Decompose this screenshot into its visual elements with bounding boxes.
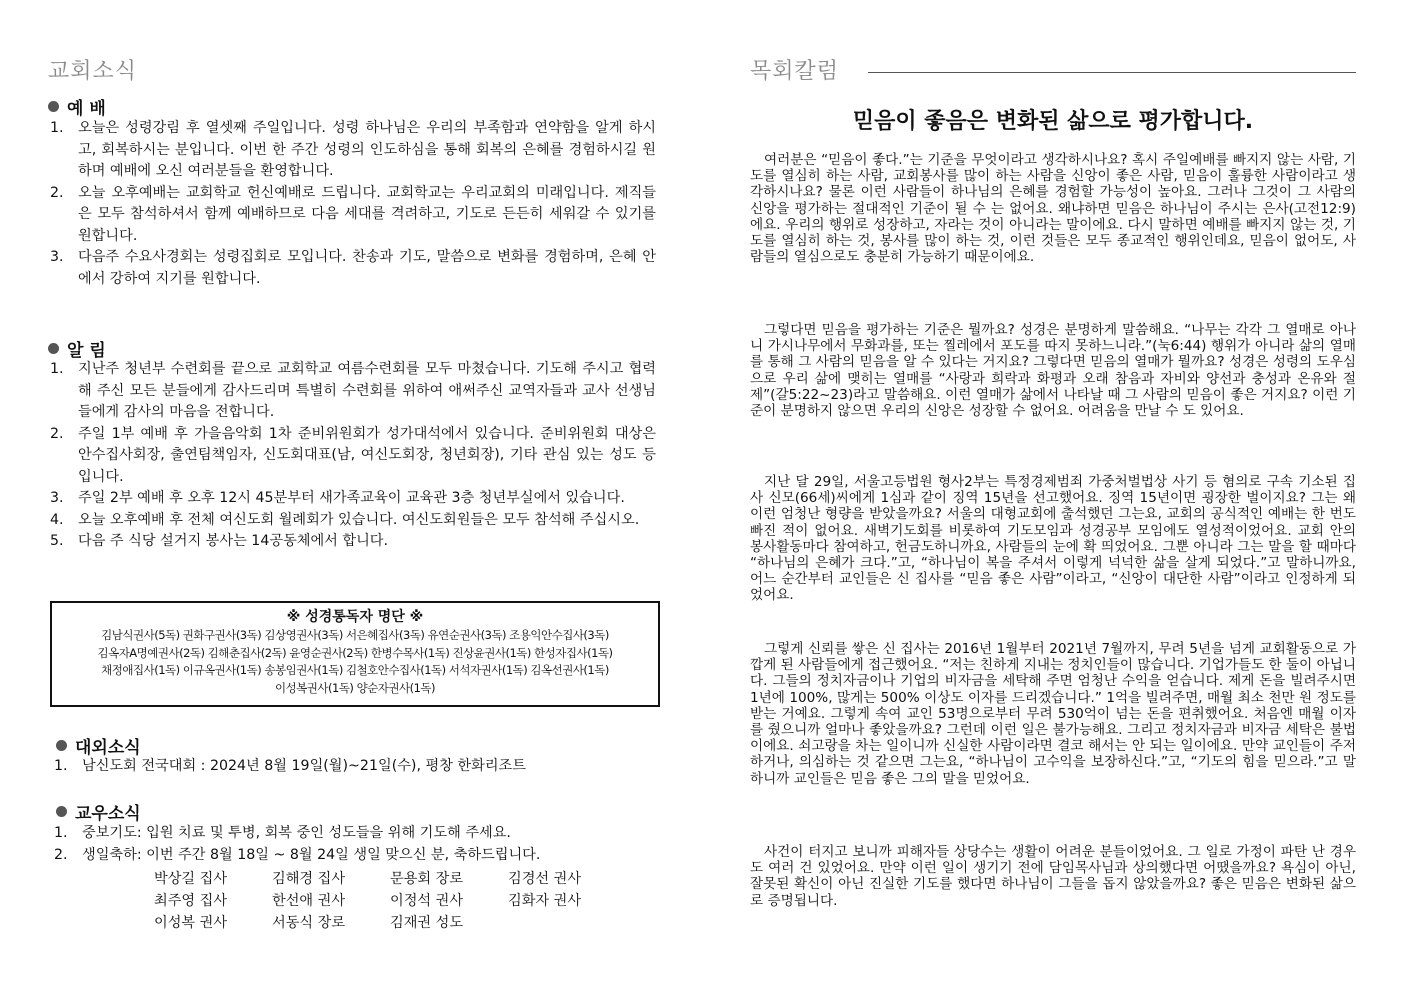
list-item: 4. 오늘 오후예배 후 전체 여신도회 월례회가 있습니다. 여신도회원들은 모두 참석해 주십시오. (50, 511, 640, 528)
birthday-name: 이성복 권사 (154, 915, 228, 931)
members-heading-text: 교우소식 (75, 804, 141, 824)
external-heading (56, 733, 141, 758)
paragraph: 그렇다면 믿음을 평가하는 기준은 뭘까요? 성경은 분명하게 말씀해요. “나무는 각각 그 열매로 아나니 가시나무에서 무화과를, 또는 찔레에서 포도를 따지 못하느니라.”(눅6:44) 행위가 아니라 삶의 열매를 통해 그 사람의 믿음을 알 수 있다는 거지요? 그렇다면 믿음의 열매가 뭘까요? 성경은 성령의 도우심으로 우리 삶에 맺히는 열매를 “사랑과 희락과 화평과 오래 참음과 자비와 양선과 충성과 온유와 절제”(갈5:22~23)라고 말씀해요. 이런 열매가 삶에서 나타날 때 그 사람의 믿음이 좋은 거지요? 이런 기준이 분명하지 않으면 우리의 신앙은 성장할 수 없어요. 어려움을 만날 수 도 있어요. (750, 322, 1356, 420)
notices-heading-text: 알 림 (67, 341, 106, 361)
birthday-name: 서동식 장로 (272, 915, 346, 931)
readers-line: 이성복권사(1독) 양순자권사(1독) (274, 680, 436, 695)
readers-line: 김남식권사(5독) 권화구권사(3독) 김상영권사(3독) 서은혜집사(3독) 유연순권사(3독) 조용익안수집사(3독) (101, 628, 609, 642)
readers-line: 채정애집사(1독) 이규옥권사(1독) 송봉임권사(1독) 김철호안수집사(1독) 서석자권사(1독) 김옥선권사(1독) (101, 663, 609, 677)
list-item: 1. 중보기도: 입원 치료 및 투병, 회복 중인 성도들을 위해 기도해 주세요. (54, 825, 511, 841)
readers-names (52, 627, 658, 697)
section-title: 교회소식 (48, 59, 138, 84)
paragraph: 그렇게 신뢰를 쌓은 신 집사는 2016년 1월부터 2021년 7월까지, 무려 5년을 넘게 교회활동으로 가깝게 된 사람들에게 접근했어요. “저는 친하게 지내는 정치인들이 많습니다. 기업가들도 한 둘이 아닙니다. 그들의 정치자금이나 기업의 비자금을 세탁해 주면 엄청난 수익을 얻습니다. 제게 돈을 빌려주시면 1년에 100%, 많게는 500% 이상도 이자를 드리겠습니다.” 1억을 빌려주면, 매월 최소 천만 원 정도를 받는 거예요. 그렇게 속여 교인 53명으로부터 무려 530억이 넘는 돈을 편취했어요. 처음엔 매월 이자를 줬으니까 얼마나 좋았을까요? 그런데 이런 일은 불가능해요. 그리고 정치자금과 비자금 세탁은 불법이에요. 쇠고랑을 차는 일이니까 신실한 사람이라면 결코 해서는 안 되는 일이에요. 만약 교인들이 주저하거나, 의심하는 것 같으면 그는요, “하나님이 고수익을 보장하신다.”고, “기도의 힘을 믿으라.”고 말하니까 교인들은 믿음 좋은 그의 말을 믿었어요. (750, 641, 1356, 787)
bullet-icon (48, 101, 59, 112)
bible-readers-box (50, 601, 660, 707)
birthday-name: 김경선 권사 (508, 871, 582, 887)
birthday-name: 이정석 권사 (390, 893, 464, 909)
paragraph: 여러분은 “믿음이 좋다.”는 기준을 무엇이라고 생각하시나요? 혹시 주일예배를 빠지지 않는 사람, 기도를 열심히 하는 사람, 교회봉사를 많이 하는 사람을 신앙이 좋은 사람, 믿음이 훌륭한 사람이라고 생각하시나요? 물론 이런 사람들이 하나님의 은혜를 경험할 가능성이 높아요. 그러나 그것이 그 사람의 신앙을 평가하는 절대적인 기준이 될 수 는 없어요. 왜냐하면 믿음은 하나님이 주시는 은사(고전12:9)에요. 우리의 행위로 성장하고, 자라는 것이 아니라는 말이에요. 다시 말하면 예배를 빠지지 않는 것, 기도를 열심히 하는 것, 봉사를 많이 하는 것, 이런 것들은 모두 종교적인 행위인데요, 믿음이 없어도, 사람들의 열심으로도 충분히 가능하기 때문이에요. (750, 152, 1356, 266)
birthday-row (154, 868, 626, 888)
birthday-name: 최주영 집사 (154, 893, 228, 909)
column-title: 믿음이 좋음은 변화된 삶으로 평가합니다. (852, 109, 1254, 134)
bullet-icon (56, 740, 67, 751)
list-item: 2. 생일축하: 이번 주간 8월 18일 ~ 8월 24일 생일 맞으신 분, 축하드립니다. (54, 846, 541, 863)
worship-heading (48, 94, 106, 119)
bullet-icon (56, 806, 67, 817)
list-item: 1. 남신도회 전국대회 : 2024년 8월 19일(월)~21일(수), 평창 한화리조트 (54, 758, 526, 774)
list-item: 3. 주일 2부 예배 후 오후 12시 45분부터 새가족교육이 교육관 3층 청년부실에서 있습니다. (50, 490, 625, 506)
birthday-name: 김재권 성도 (390, 915, 464, 931)
external-list (54, 756, 654, 778)
members-list (54, 823, 654, 866)
list-item: 2. 오늘 오후예배는 교회학교 헌신예배로 드립니다. 교회학교는 우리교회의 미래입니다. 제직들은 모두 참석하셔서 함께 예배하므로 다음 세대를 격려하고, 기도로 든든히 세워갈 수 있기를 원합니다. (50, 184, 656, 244)
birthday-row (154, 912, 508, 932)
list-item: 1. 오늘은 성령강림 후 열셋째 주일입니다. 성령 하나님은 우리의 부족함과 연약함을 알게 하시고, 회복하시는 분입니다. 이번 한 주간 성령의 인도하심을 통해 회복의 은혜를 경험하시길 원하며 예배에 오신 여러분들을 환영합니다. (50, 120, 656, 179)
birthday-name: 김해경 집사 (272, 871, 346, 887)
birthday-name: 김화자 권사 (508, 893, 582, 909)
birthday-name: 박상길 집사 (154, 871, 228, 887)
birthday-name: 한선애 권사 (272, 893, 346, 909)
bullet-icon (48, 343, 59, 354)
birthday-name: 문용회 장로 (390, 871, 464, 887)
section-title: 목회칼럼 (750, 59, 840, 84)
notices-heading (48, 336, 106, 361)
worship-list (50, 118, 656, 290)
readers-line: 김옥자A명예권사(2독) 김해춘집사(2독) 윤영순권사(2독) 한병수목사(1독) 진상윤권사(1독) 한성자집사(1독) (97, 645, 613, 660)
list-item: 1. 지난주 청년부 수련회를 끝으로 교회학교 여름수련회를 모두 마쳤습니다. 기도해 주시고 협력해 주신 모든 분들에게 감사드리며 특별히 수련회를 위하여 애써주신 교역자들과 교사 선생님들에게 감사의 마음을 전합니다. (50, 361, 656, 420)
list-item: 3. 다음주 수요사경회는 성령집회로 모입니다. 찬송과 기도, 말씀으로 변화를 경험하며, 은혜 안에서 강하여 지기를 원합니다. (50, 249, 656, 287)
notices-list (50, 359, 656, 553)
title-divider (868, 72, 1356, 73)
readers-box-title: ※ 성경통독자 명단 ※ (286, 609, 424, 625)
external-heading-text: 대외소식 (75, 738, 141, 758)
members-heading (56, 799, 141, 824)
list-item: 5. 다음 주 식당 설거지 봉사는 14공동체에서 합니다. (50, 533, 389, 549)
list-item: 2. 주일 1부 예배 후 가을음악회 1차 준비위원회가 성가대석에서 있습니다. 준비위원회 대상은 안수집사회장, 출연팀책임자, 신도회대표(남, 여신도회장, 청년회장), 기타 관심 있는 성도 등입니다. (50, 425, 656, 485)
birthday-row (154, 890, 626, 910)
paragraph: 사건이 터지고 보니까 피해자들 상당수는 생활이 어려운 분들이었어요. 그 일로 가정이 파탄 난 경우도 여러 건 있었어요. 만약 이런 일이 생기기 전에 담임목사님과 상의했다면 어땠을까요? 욕심이 아닌, 잘못된 확신이 아닌 진실한 기도를 했다면 하나님이 그들을 돕지 않았을까요? 좋은 믿음은 변화된 삶으로 증명됩니다. (750, 844, 1356, 909)
worship-heading-text: 예 배 (67, 99, 106, 119)
paragraph: 지난 달 29일, 서울고등법원 형사2부는 특정경제범죄 가중처벌법상 사기 등 혐의로 구속 기소된 집사 신모(66세)씨에게 1심과 같이 징역 15년을 선고했어요. 징역 15년이면 굉장한 벌이지요? 그는 왜 이런 엄청난 형량을 받았을까요? 서울의 대형교회에 출석했던 그는요, 교회의 공식적인 예배는 한 번도 빠진 적이 없어요. 새벽기도회를 비롯하여 기도모임과 성경공부 모임에도 열성적이었어요. 교회 안의 봉사활동마다 참여하고, 헌금도하니까요, 사람들의 눈에 확 띄었어요. 그뿐 아니라 그는 말을 할 때마다 “하나님의 은혜가 크다.”고, “하나님이 복을 주셔서 이렇게 넉넉한 삶을 살게 되었다.”고 말하니까요, 어느 순간부터 교인들은 신 집사를 “믿음 좋은 사람”이라고, “신앙이 대단한 사람”이라고 인정하게 되었어요. (750, 474, 1356, 604)
